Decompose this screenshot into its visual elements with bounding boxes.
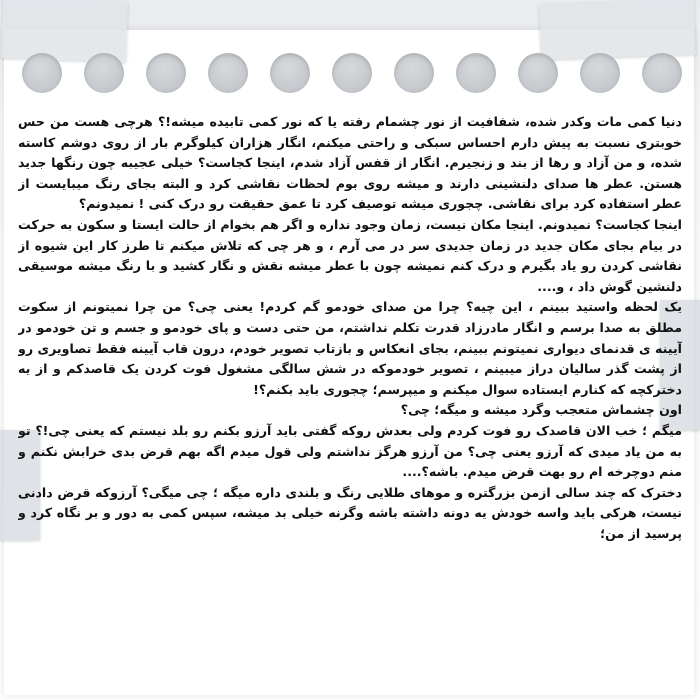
binder-hole bbox=[84, 53, 124, 93]
binder-holes bbox=[22, 48, 682, 98]
paragraph-1: دنیا کمی مات وکدر شده، شفافیت از نور چشمام رفته یا که نور کمی تابیده میشه!؟ هرچی هست من حس خوبتری نسبت به پیش دارم احساس سبکی و راحتی میکنم، انگار هزاران کیلوگرم بار از روی دوشم کاسته شده، و من آزاد و رها از بند و زنجیرم. انگار از قفس آزاد شدم، اینجا کجاست؟ خیلی عجیبه چون رنگها جدید هستن. عطر ها صدای دلنشینی دارند و میشه روی بوم لحظات نقاشی کرد و البته بجای رنگ میبایست از عطر استفاده کرد برای نقاشی. چجوری میشه توصیف کرد تا عمق حقیقت رو درک کنی ! نمیدونم؟ bbox=[18, 114, 682, 212]
story-text bbox=[18, 112, 682, 697]
binder-hole bbox=[270, 53, 310, 93]
binder-hole bbox=[518, 53, 558, 93]
binder-hole bbox=[22, 53, 62, 93]
binder-hole bbox=[332, 53, 372, 93]
paragraph-5: میگم ؛ خب الان قاصدک رو فوت کردم ولی بعدش روکه گفتی باید آرزو بکنم رو بلد نیستم که یعنی چی!؟ تو به من یاد میدی که آرزو یعنی چی؟ من آرزو هرگز نداشتم ولی قول میدم اگه بهم قرض بدی خرابش نکنم و منم دوچرخه ام رو بهت قرض میدم. باشه؟.... bbox=[18, 422, 682, 480]
paragraph-2: اینجا کجاست؟ نمیدونم. اینجا مکان نیست، زمان وجود نداره و اگر هم بخوام از حالت ایستا و سکون به حرکت در بیام بجای مکان جدید در زمان جدیدی سر در می آرم ، و هر چی که تلاش میکنم تا طرز کار این شیوه از نقاشی کردن رو یاد بگیرم و درک کنم نمیشه چون با عطر میشه نقش و نگار کشید و با رنگ میشه موسیقی دلنشین گوش داد ، و.... bbox=[18, 216, 682, 294]
binder-hole bbox=[456, 53, 496, 93]
paragraph-4: اون چشماش متعجب وگرد میشه و میگه؛ چی؟ bbox=[400, 402, 682, 418]
binder-hole bbox=[208, 53, 248, 93]
paragraph-3: یک لحظه واستید ببینم ، این چیه؟ چرا من صدای خودمو گم کردم! یعنی چی؟ من چرا نمیتونم از سکوت مطلق به صدا برسم و انگار مادرزاد قدرت تکلم نداشتم، من حتی دست و پای خودمو و جسم و تن خودمو در آیینه ی قدنمای دیواری نمیتونم ببینم، بجای انعکاس و بازتاب تصویر خودم، درون قاب آیینه فقط تصاویری رو از پشت گذر سالیان دراز میبینم ، تصویر خودموکه در شش سالگی مشغول فوت کردن یک قاصدکم و از یه دخترکچه که کنارم ایستاده سوال میکنم و میپرسم؛ چجوری باید بکنم؟! bbox=[18, 299, 682, 397]
binder-hole bbox=[394, 53, 434, 93]
binder-hole bbox=[642, 53, 682, 93]
binder-hole bbox=[146, 53, 186, 93]
paragraph-6: دخترک که چند سالی ازمن بزرگتره و موهای طلایی رنگ و بلندی داره میگه ؛ چی میگی؟ آرزوکه قرض دادنی نیست، هرکی باید واسه خودش یه دونه داشته باشه وگرنه خیلی بد میشه، سپس کمی به دور و بر نگاه کرد و پرسید از من؛ bbox=[18, 484, 682, 541]
binder-hole bbox=[580, 53, 620, 93]
